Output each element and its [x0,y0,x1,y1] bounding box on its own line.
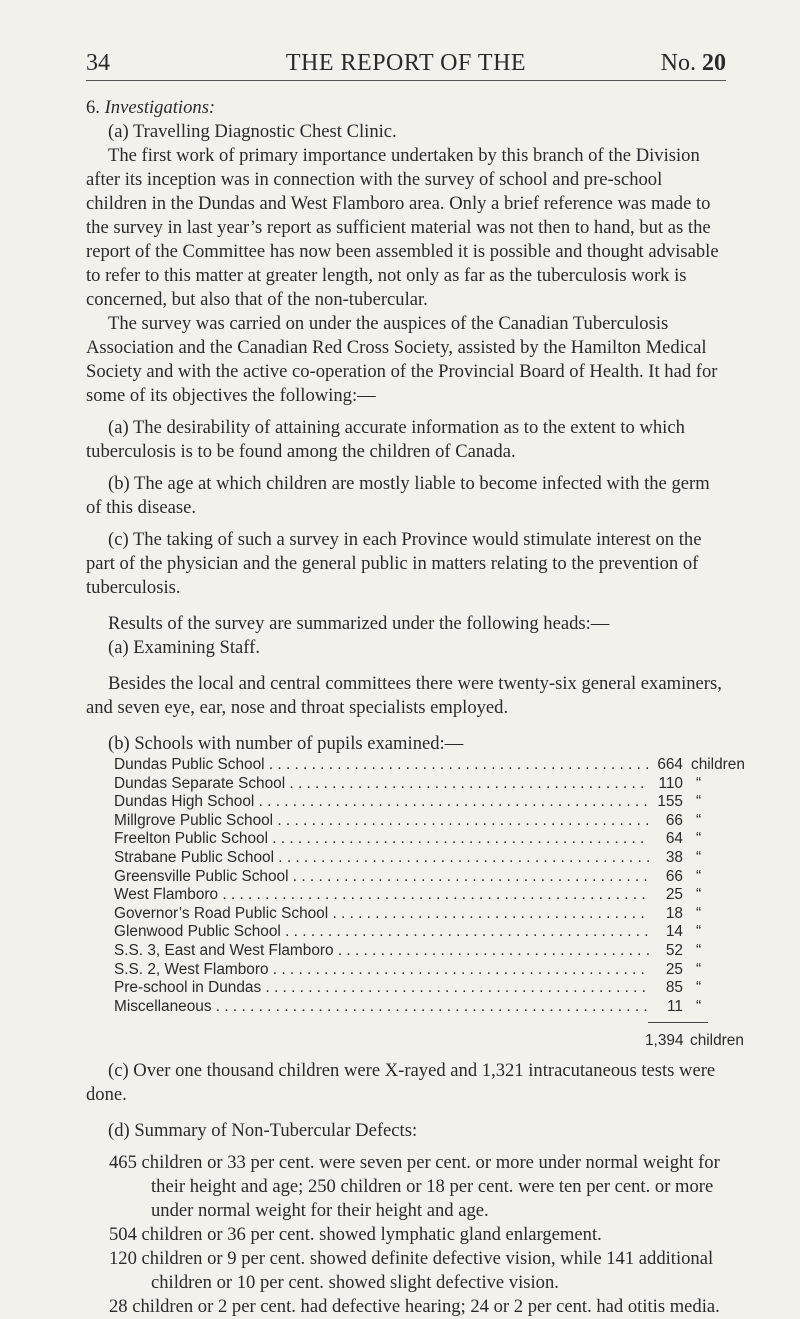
result-c: (c) Over one thousand children were X-rayed and 1,321 intracutaneous tests were done. [86,1060,716,1106]
school-name: Freelton Public School . . . [114,830,649,849]
school-count: 38 [649,849,683,868]
school-unit: “ [696,811,702,829]
school-count: 66 [649,868,683,887]
defect-item: 120 children or 9 per cent. showed definite defective vision, while 141 additional children or 10 per cent. showed slight defective vision. [109,1248,714,1294]
school-unit: “ [696,941,702,959]
school-unit: “ [696,997,702,1015]
school-count: 25 [649,961,683,980]
section-heading [86,96,726,120]
school-row [114,905,714,924]
report-number [661,50,726,77]
school-unit: “ [696,904,702,922]
school-name: Dundas Separate School . . . [114,775,649,794]
result-b-title: (b) Schools with number of pupils examined:— [108,733,464,754]
result-d-title: (d) Summary of Non-Tubercular Defects: [108,1120,418,1142]
paragraph-survey-auspices: The survey was carried on under the auspices of the Canadian Tuberculosis Association and the Canadian Red Cross Society, assisted by the Hamilton Medical Society and with the active co-operation of the Provincial Board of Health. It had for some of its objectives the following:— [86,313,718,406]
total-row [86,1029,744,1051]
report-number-value: 20 [702,50,726,76]
school-row [114,849,714,868]
running-title: THE REPORT OF THE [285,50,527,76]
school-row [114,756,745,775]
school-row [114,775,714,794]
section-title: Investigations: [104,97,216,118]
result-a-title: (a) Examining Staff. [108,637,260,658]
school-unit: “ [696,830,702,848]
objective-b: (b) The age at which children are mostly liable to become infected with the germ of this disease. [86,473,710,518]
school-row [114,812,714,831]
school-row [114,942,714,961]
objective-a: (a) The desirability of attaining accurate information as to the extent to which tuberculosis is to be found among the children of Canada. [86,417,685,462]
school-count: 64 [649,830,683,849]
school-row [114,923,714,942]
school-count: 25 [649,886,683,905]
school-name: S.S. 3, East and West Flamboro . . . [114,942,649,961]
defects-list [86,1151,726,1319]
defect-item: 28 children or 2 per cent. had defective hearing; 24 or 2 per cent. had otitis media. [109,1296,720,1318]
school-unit: “ [696,923,702,941]
result-a-text: Besides the local and central committees there were twenty-six general examiners, and seven eye, ear, nose and throat specialists employed. [86,673,722,718]
defect-item: 465 children or 33 per cent. were seven per cent. or more under normal weight for their height and age; 250 children or 18 per cent. were ten per cent. or more under normal weight for their height and age. [109,1152,720,1222]
school-count: 18 [649,905,683,924]
school-name: Strabane Public School . . . [114,849,649,868]
school-row [114,979,714,998]
school-name: Dundas Public School . . . [114,756,649,775]
school-name: Miscellaneous . . . [114,998,649,1017]
schools-table [114,756,745,1016]
school-count: 66 [649,812,683,831]
school-name: West Flamboro . . . [114,886,649,905]
school-name: Dundas High School . . . [114,793,649,812]
school-count: 664 [649,756,683,775]
total-unit: children [690,1032,744,1050]
page-header [86,50,726,80]
school-unit: “ [696,979,702,997]
school-count: 52 [649,942,683,961]
subsection-a-title: (a) Travelling Diagnostic Chest Clinic. [108,121,397,142]
school-unit: children [691,756,745,773]
school-count: 85 [649,979,683,998]
school-row [114,998,714,1017]
total-rule [648,1022,708,1023]
report-number-label: No. [660,50,696,76]
results-intro: Results of the survey are summarized under the following heads:— [108,613,610,634]
school-row [114,868,714,887]
school-name: Millgrove Public School . . . [114,812,649,831]
school-name: S.S. 2, West Flamboro . . . [114,961,649,980]
header-rule [86,80,726,81]
school-unit: “ [696,867,702,885]
school-name: Pre-school in Dundas . . . [114,979,649,998]
objective-c: (c) The taking of such a survey in each Province would stimulate interest on the part of the physician and the general public in matters relating to the prevention of tuberculosis. [86,529,702,598]
section-number: 6. [86,97,100,118]
paragraph-survey-intro: The first work of primary importance undertaken by this branch of the Division after its inception was in connection with the survey of school and pre-school children in the Dundas and West Flamboro area. Only a brief reference was made to the survey in last year’s report as sufficient material was not then to hand, but as the report of the Committee has now been assembled it is possible and thought advisable to refer to this matter at greater length, not only as far as the tuberculosis work is concerned, but also that of the non-tubercular. [86,145,719,310]
school-row [114,830,714,849]
school-count: 11 [649,998,683,1017]
page-number: 34 [86,50,110,76]
school-unit: “ [696,848,702,866]
school-count: 14 [649,923,683,942]
school-unit: “ [696,793,702,811]
page-body [86,96,745,1319]
school-row [114,793,714,812]
school-name: Glenwood Public School . . . [114,923,649,942]
defect-item: 504 children or 36 per cent. showed lymphatic gland enlargement. [109,1224,602,1246]
total-value: 1,394 [645,1032,684,1050]
school-count: 110 [649,775,683,794]
school-name: Governor’s Road Public School . . . [114,905,649,924]
school-unit: “ [696,886,702,904]
school-row [114,886,714,905]
school-unit: “ [696,960,702,978]
school-unit: “ [696,774,702,792]
school-row [114,961,714,980]
school-count: 155 [649,793,683,812]
school-name: Greensville Public School . . . [114,868,649,887]
